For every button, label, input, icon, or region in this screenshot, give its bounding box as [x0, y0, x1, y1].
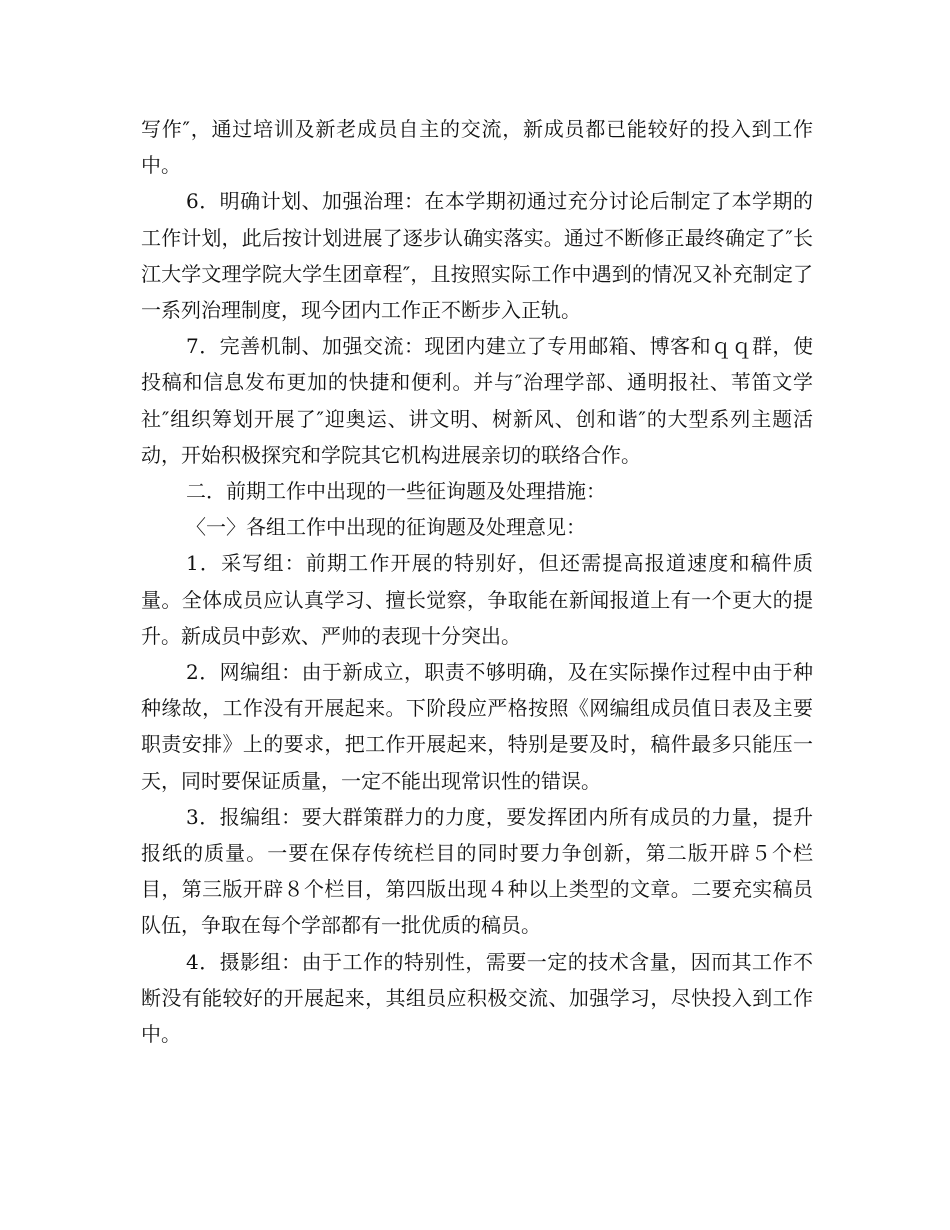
paragraph-item-4: 4．摄影组：由于工作的特别性，需要一定的技术含量，因而其工作不断没有能较好的开展起来，其组员应积极交流、加强学习，尽快投入到工作中。: [141, 949, 813, 1047]
paragraph-item-2: 2．网编组：由于新成立，职责不够明确，及在实际操作过程中由于种种缘故，工作没有开展起来。下阶段应严格按照《网编组成员值日表及主要职责安排》上的要求，把工作开展起来，特别是要及时，稿件最多只能压一天，同时要保证质量，一定不能出现常识性的错误。: [141, 660, 813, 793]
subsection-heading-1: 〈一〉各组工作中出现的征询题及处理意见：: [186, 515, 586, 540]
paragraph-continuation: 写作″，通过培训及新老成员自主的交流，新成员都已能较好的投入到工作中。: [141, 117, 813, 178]
document-body: [141, 111, 813, 1052]
paragraph-item-7: 7．完善机制、加强交流：现团内建立了专用邮箱、博客和ｑｑ群，使投稿和信息发布更加的快捷和便利。并与″治理学部、通明报社、苇笛文学社″组织筹划开展了″迎奥运、讲文明、树新风、创和谐″的大型系列主题活动，开始积极探究和学院其它机构进展亲切的联络合作。: [141, 334, 813, 467]
section-heading-2: 二．前期工作中出现的一些征询题及处理措施：: [186, 479, 606, 504]
paragraph-item-3: 3．报编组：要大群策群力的力度，要发挥团内所有成员的力量，提升报纸的质量。一要在保存传统栏目的同时要力争创新，第二版开辟５个栏目，第三版开辟８个栏目，第四版出现４种以上类型的文章。二要充实稿员队伍，争取在每个学部都有一批优质的稿员。: [141, 804, 813, 938]
paragraph-item-6: 6．明确计划、加强治理：在本学期初通过充分讨论后制定了本学期的工作计划，此后按计划进展了逐步认确实落实。通过不断修正最终确定了″长江大学文理学院大学生团章程″，且按照实际工作中遇到的情况又补充制定了一系列治理制度，现今团内工作正不断步入正轨。: [141, 189, 813, 323]
paragraph-item-1: 1．采写组：前期工作开展的特别好，但还需提高报道速度和稿件质量。全体成员应认真学习、擅长觉察，争取能在新闻报道上有一个更大的提升。新成员中彭欢、严帅的表现十分突出。: [141, 551, 813, 648]
